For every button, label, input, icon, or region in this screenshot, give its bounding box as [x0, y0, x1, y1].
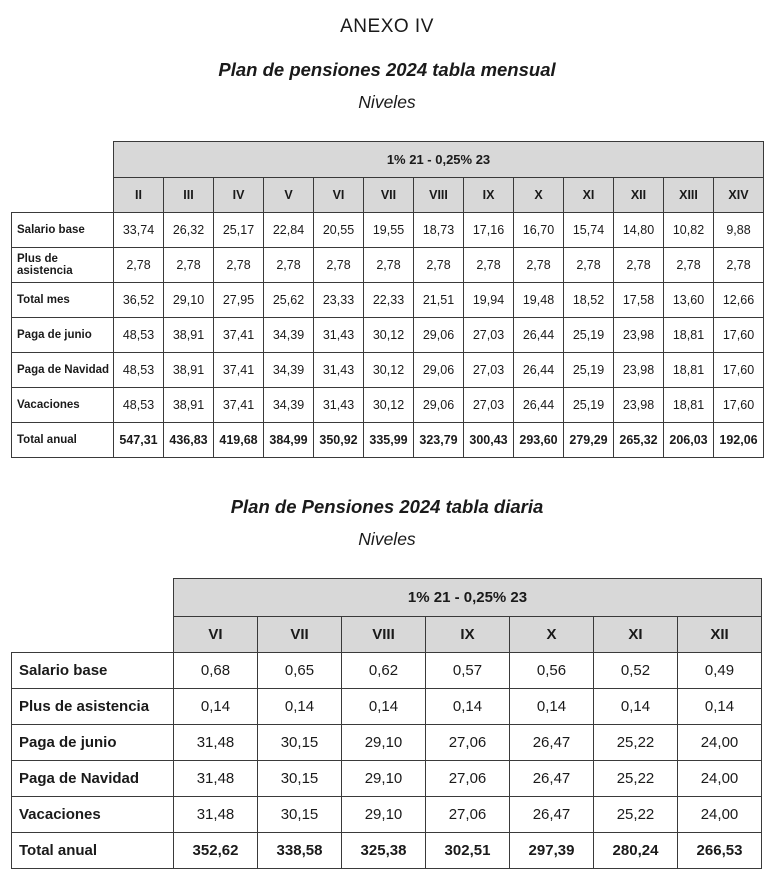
table-cell: 419,68 [214, 423, 264, 458]
table-cell: 547,31 [114, 423, 164, 458]
table-cell: 279,29 [564, 423, 614, 458]
table-cell: 25,17 [214, 213, 264, 248]
table-cell: 300,43 [464, 423, 514, 458]
table-cell: 323,79 [414, 423, 464, 458]
table-cell: 17,60 [714, 388, 764, 423]
table-cell: 29,10 [342, 761, 426, 797]
row-label: Paga de junio [12, 725, 174, 761]
row-label: Plus de asistencia [12, 689, 174, 725]
table-cell: 0,65 [258, 653, 342, 689]
table-row [12, 248, 764, 283]
level-header: IV [214, 178, 264, 213]
table-cell: 29,10 [342, 725, 426, 761]
level-header: XIV [714, 178, 764, 213]
table-cell: 29,06 [414, 353, 464, 388]
table-row [12, 353, 764, 388]
table-row [12, 725, 762, 761]
table-cell: 27,03 [464, 353, 514, 388]
table-row [12, 318, 764, 353]
table-cell: 384,99 [264, 423, 314, 458]
table-cell: 23,98 [614, 353, 664, 388]
row-label: Vacaciones [12, 388, 114, 423]
row-label: Plus de asistencia [12, 248, 114, 283]
table-cell: 34,39 [264, 388, 314, 423]
table-cell: 0,14 [594, 689, 678, 725]
table-cell: 36,52 [114, 283, 164, 318]
table-cell: 0,57 [426, 653, 510, 689]
row-label: Total anual [12, 833, 174, 869]
table-cell: 2,78 [514, 248, 564, 283]
daily-table-title: Plan de Pensiones 2024 tabla diaria [230, 496, 544, 517]
level-header: XII [678, 617, 762, 653]
row-label: Total anual [12, 423, 114, 458]
table-cell: 34,39 [264, 353, 314, 388]
daily-table-subtitle: Niveles [358, 529, 416, 549]
table-cell: 192,06 [714, 423, 764, 458]
level-header: IX [464, 178, 514, 213]
table-cell: 2,78 [564, 248, 614, 283]
table-cell: 2,78 [214, 248, 264, 283]
table-row [12, 689, 762, 725]
table-cell: 18,81 [664, 388, 714, 423]
table-cell: 338,58 [258, 833, 342, 869]
row-label: Paga de junio [12, 318, 114, 353]
level-header: X [514, 178, 564, 213]
table-cell: 23,98 [614, 318, 664, 353]
table-cell: 24,00 [678, 725, 762, 761]
table-cell: 17,58 [614, 283, 664, 318]
level-header: VIII [414, 178, 464, 213]
table-cell: 25,22 [594, 797, 678, 833]
table-cell: 27,03 [464, 318, 514, 353]
monthly-pension-table [11, 141, 764, 458]
table-cell: 30,15 [258, 761, 342, 797]
level-header: III [164, 178, 214, 213]
level-header: VII [258, 617, 342, 653]
table-cell: 0,49 [678, 653, 762, 689]
daily-pension-table [11, 578, 762, 869]
table-cell: 2,78 [664, 248, 714, 283]
table-cell: 2,78 [364, 248, 414, 283]
table-row [12, 283, 764, 318]
table-cell: 352,62 [174, 833, 258, 869]
table-cell: 27,06 [426, 797, 510, 833]
table-row [12, 833, 762, 869]
row-label: Vacaciones [12, 797, 174, 833]
table-cell: 335,99 [364, 423, 414, 458]
table-cell: 24,00 [678, 761, 762, 797]
table-corner [12, 617, 174, 653]
table-cell: 26,44 [514, 318, 564, 353]
table-cell: 14,80 [614, 213, 664, 248]
table-cell: 265,32 [614, 423, 664, 458]
table-cell: 24,00 [678, 797, 762, 833]
table-cell: 31,48 [174, 761, 258, 797]
level-header: XI [594, 617, 678, 653]
table-cell: 20,55 [314, 213, 364, 248]
level-header: XII [614, 178, 664, 213]
table-cell: 48,53 [114, 388, 164, 423]
table-cell: 31,43 [314, 388, 364, 423]
table-cell: 26,47 [510, 761, 594, 797]
table-cell: 18,81 [664, 318, 714, 353]
table-cell: 37,41 [214, 353, 264, 388]
table-cell: 27,95 [214, 283, 264, 318]
level-header: VII [364, 178, 414, 213]
table-cell: 19,94 [464, 283, 514, 318]
level-header: V [264, 178, 314, 213]
table-cell: 297,39 [510, 833, 594, 869]
table-cell: 18,81 [664, 353, 714, 388]
table-cell: 350,92 [314, 423, 364, 458]
table-cell: 325,38 [342, 833, 426, 869]
table-cell: 18,52 [564, 283, 614, 318]
table-cell: 12,66 [714, 283, 764, 318]
table-cell: 293,60 [514, 423, 564, 458]
table-cell: 25,22 [594, 725, 678, 761]
row-label: Paga de Navidad [12, 353, 114, 388]
table-cell: 280,24 [594, 833, 678, 869]
table-cell: 25,19 [564, 353, 614, 388]
table-cell: 2,78 [614, 248, 664, 283]
table-cell: 15,74 [564, 213, 614, 248]
table-cell: 10,82 [664, 213, 714, 248]
table-cell: 26,47 [510, 797, 594, 833]
table-cell: 22,84 [264, 213, 314, 248]
table-cell: 31,48 [174, 725, 258, 761]
table-cell: 30,12 [364, 353, 414, 388]
table-cell: 0,14 [174, 689, 258, 725]
table-cell: 436,83 [164, 423, 214, 458]
table-cell: 27,06 [426, 725, 510, 761]
table-cell: 16,70 [514, 213, 564, 248]
table-cell: 22,33 [364, 283, 414, 318]
table-cell: 18,73 [414, 213, 464, 248]
table-cell: 27,03 [464, 388, 514, 423]
table-cell: 25,19 [564, 388, 614, 423]
level-header: VI [314, 178, 364, 213]
table-cell: 0,56 [510, 653, 594, 689]
table-cell: 2,78 [164, 248, 214, 283]
table-cell: 29,10 [342, 797, 426, 833]
table-cell: 0,14 [510, 689, 594, 725]
table-cell: 2,78 [714, 248, 764, 283]
table-cell: 19,55 [364, 213, 414, 248]
table-cell: 37,41 [214, 318, 264, 353]
table-cell: 0,68 [174, 653, 258, 689]
table-cell: 26,32 [164, 213, 214, 248]
table-cell: 48,53 [114, 318, 164, 353]
table-cell: 30,15 [258, 797, 342, 833]
table-cell: 33,74 [114, 213, 164, 248]
table-cell: 0,14 [426, 689, 510, 725]
table-cell: 29,10 [164, 283, 214, 318]
table-cell: 17,60 [714, 318, 764, 353]
level-header: II [114, 178, 164, 213]
table-cell: 26,44 [514, 353, 564, 388]
annex-heading: ANEXO IV [340, 16, 434, 37]
table-row [12, 797, 762, 833]
table-cell: 266,53 [678, 833, 762, 869]
table-cell: 31,48 [174, 797, 258, 833]
table-cell: 29,06 [414, 318, 464, 353]
table-cell: 30,12 [364, 318, 414, 353]
level-header: X [510, 617, 594, 653]
table-cell: 21,51 [414, 283, 464, 318]
level-header: VIII [342, 617, 426, 653]
table-cell: 2,78 [464, 248, 514, 283]
table-cell: 26,47 [510, 725, 594, 761]
table-cell: 19,48 [514, 283, 564, 318]
table-cell: 25,22 [594, 761, 678, 797]
table-cell: 25,62 [264, 283, 314, 318]
table-row [12, 423, 764, 458]
table-cell: 0,14 [342, 689, 426, 725]
table-cell: 0,14 [678, 689, 762, 725]
table-cell: 27,06 [426, 761, 510, 797]
table-cell: 17,60 [714, 353, 764, 388]
table-row [12, 761, 762, 797]
table-cell: 0,62 [342, 653, 426, 689]
table-cell: 38,91 [164, 353, 214, 388]
table-cell: 26,44 [514, 388, 564, 423]
level-header: XI [564, 178, 614, 213]
table-cell: 17,16 [464, 213, 514, 248]
table-corner [12, 178, 114, 213]
row-label: Total mes [12, 283, 114, 318]
level-header: XIII [664, 178, 714, 213]
table-cell: 31,43 [314, 318, 364, 353]
table-cell: 206,03 [664, 423, 714, 458]
table-corner [12, 142, 114, 178]
row-label: Salario base [12, 653, 174, 689]
table-cell: 23,33 [314, 283, 364, 318]
monthly-table-subtitle: Niveles [358, 92, 416, 112]
table-cell: 2,78 [314, 248, 364, 283]
table-cell: 30,12 [364, 388, 414, 423]
level-header: IX [426, 617, 510, 653]
table-cell: 31,43 [314, 353, 364, 388]
table-cell: 34,39 [264, 318, 314, 353]
table-cell: 38,91 [164, 318, 214, 353]
table-cell: 2,78 [114, 248, 164, 283]
table-cell: 25,19 [564, 318, 614, 353]
group-header: 1% 21 - 0,25% 23 [114, 142, 764, 178]
level-header: VI [174, 617, 258, 653]
table-cell: 23,98 [614, 388, 664, 423]
table-cell: 13,60 [664, 283, 714, 318]
table-cell: 2,78 [264, 248, 314, 283]
table-cell: 9,88 [714, 213, 764, 248]
table-cell: 0,52 [594, 653, 678, 689]
table-cell: 0,14 [258, 689, 342, 725]
table-cell: 37,41 [214, 388, 264, 423]
table-cell: 38,91 [164, 388, 214, 423]
monthly-table-title: Plan de pensiones 2024 tabla mensual [218, 59, 556, 80]
table-row [12, 388, 764, 423]
table-row [12, 213, 764, 248]
row-label: Paga de Navidad [12, 761, 174, 797]
table-cell: 48,53 [114, 353, 164, 388]
table-cell: 302,51 [426, 833, 510, 869]
table-corner [12, 579, 174, 617]
table-row [12, 653, 762, 689]
table-cell: 29,06 [414, 388, 464, 423]
table-cell: 2,78 [414, 248, 464, 283]
row-label: Salario base [12, 213, 114, 248]
table-cell: 30,15 [258, 725, 342, 761]
group-header: 1% 21 - 0,25% 23 [174, 579, 762, 617]
